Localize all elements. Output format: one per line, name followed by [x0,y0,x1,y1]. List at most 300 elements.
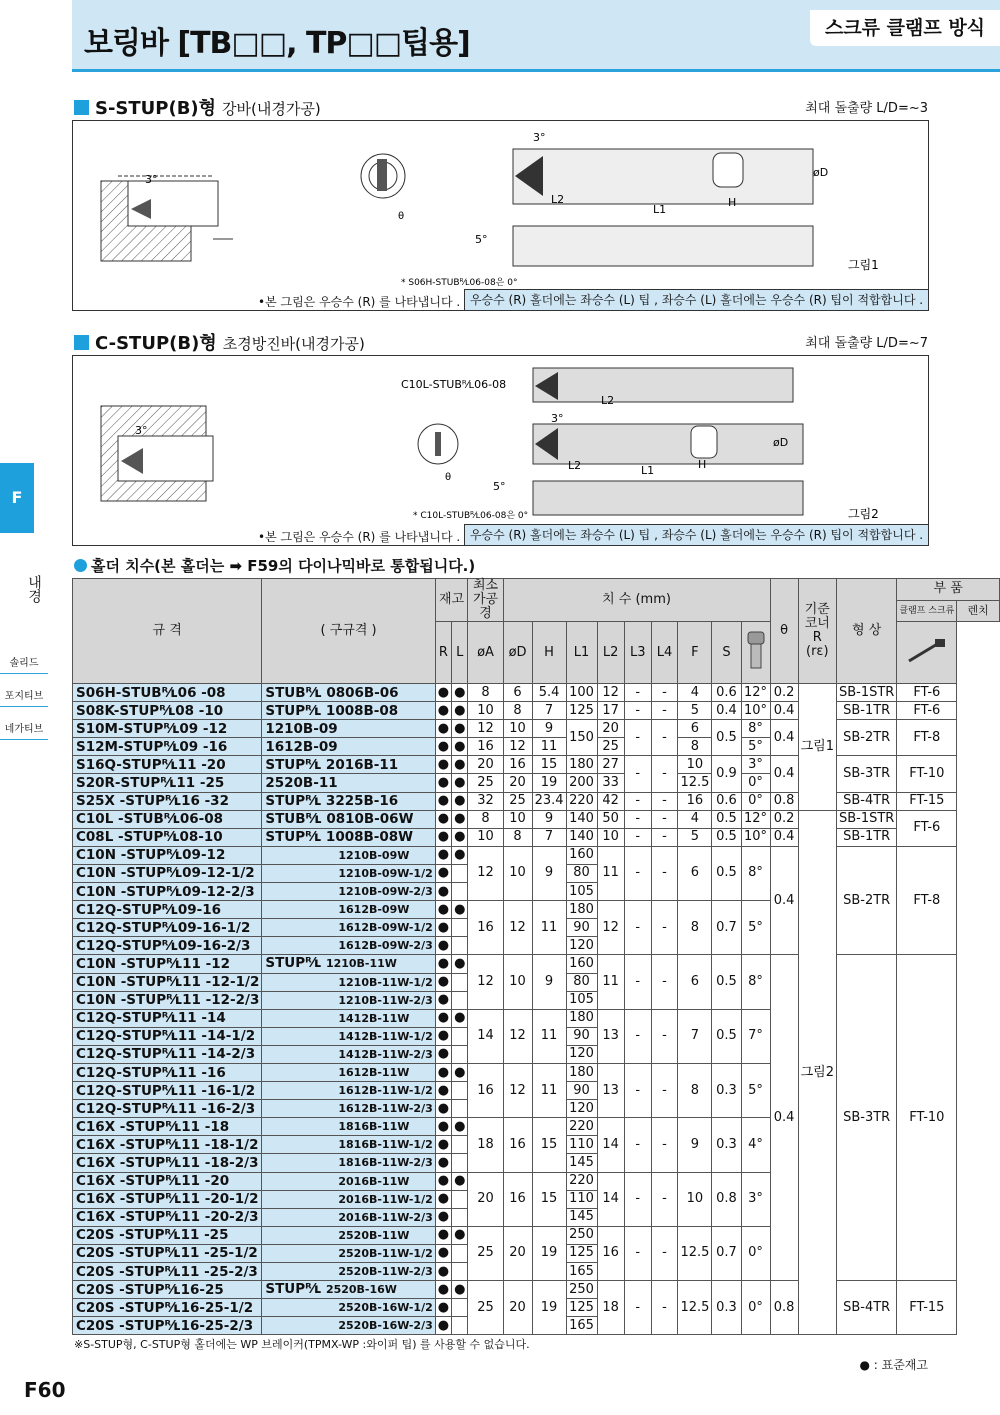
old-spec-cell: 1412B-11W [262,1009,435,1027]
stock-l: ● [452,792,468,810]
svg-text:L2: L2 [568,459,582,472]
table-row [73,828,1000,846]
table-cell: - [624,684,651,702]
old-spec-cell: 1412B-11W-2/3 [262,1045,435,1063]
table-cell: 16 [597,1226,624,1280]
table-cell: 120 [566,1045,597,1063]
section1-heading: S-STUP(B)형 강바(내경가공) [74,94,321,120]
table-cell: - [651,846,678,900]
old-spec-cell: 1816B-11W [262,1118,435,1136]
table-cell: 110 [566,1190,597,1208]
table-cell: 20 [597,720,624,738]
shape-fig2: 그림2 [798,810,836,1335]
table-cell: 12 [597,901,624,955]
section2-heading: C-STUP(B)형 초경방진바(내경가공) [74,329,365,355]
table-cell: 12 [597,684,624,702]
table-cell: ● [435,1100,451,1118]
table-cell: 220 [566,1118,597,1136]
svg-text:5°: 5° [475,233,488,246]
table-cell: FT-8 [897,846,957,955]
table-cell: ● [452,1226,468,1244]
table-cell: 15 [532,1118,566,1172]
spec-cell: C20S -STUPᴿ⁄ʟ16-25-2/3 [73,1317,262,1335]
spec-cell: C12Q-STUPᴿ⁄ʟ09-16-1/2 [73,919,262,937]
stock-l: ● [452,738,468,756]
table-row [73,810,1000,828]
table-cell: FT-15 [897,1281,957,1335]
th-l2: L2 [597,622,624,684]
table-cell [452,1263,468,1281]
table-cell: 180 [566,901,597,919]
table-cell: - [624,1063,651,1117]
old-spec-cell: 1210B-11W-1/2 [262,973,435,991]
table-cell: 16 [678,792,712,810]
spec-cell: S06H-STUBᴿ⁄ʟ06 -08 [73,684,262,702]
table-cell: ● [452,1063,468,1081]
table-cell: 90 [566,1027,597,1045]
old-spec-cell: 1612B-09W [262,901,435,919]
table-cell: 0.7 [712,901,741,955]
section2-ld: 최대 돌출량 L/D=~7 [805,336,928,351]
table-cell: 140 [566,810,597,828]
svg-text:* C10L-STUBᴿ⁄ʟ06-08은 0°: * C10L-STUBᴿ⁄ʟ06-08은 0° [413,511,529,521]
table-cell: 11 [597,846,624,900]
th-wrench: 렌치 [957,600,1000,622]
table-cell: ● [435,991,451,1009]
table-cell: 0.5 [712,846,741,900]
stock-l: ● [452,720,468,738]
table-cell: - [624,901,651,955]
table-cell: ● [435,1281,451,1299]
table-cell: 8° [741,720,770,738]
table-cell: 27 [597,756,624,774]
stock-legend: ● : 표준재고 [859,1358,928,1372]
table-cell: 6 [678,846,712,900]
table-cell: 12° [741,684,770,702]
table-cell: - [624,756,651,792]
table-cell: 12 [503,1009,532,1063]
table-cell: - [651,1281,678,1335]
th-shape: 형 상 [836,579,896,684]
table-cell [452,864,468,882]
table-cell: 8 [503,828,532,846]
table-cell: 25 [597,738,624,756]
old-spec-cell: 2016B-11W-1/2 [262,1190,435,1208]
spec-cell: S16Q-STUPᴿ⁄ʟ11 -20 [73,756,262,774]
th-l: L [452,622,468,684]
boring-bar-drawing-2 [73,356,928,545]
table-cell [452,1027,468,1045]
section2-notebox: 우승수 (R) 홀더에는 좌승수 (L) 팁 , 좌승수 (L) 홀더에는 우승수 (R) 팁이 적합합니다 . [464,524,929,546]
table-cell: 25 [468,1281,503,1335]
svg-text:* S06H-STUBᴿ⁄ʟ06-08은 0°: * S06H-STUBᴿ⁄ʟ06-08은 0° [401,278,518,288]
old-spec-cell: 2016B-11W [262,1172,435,1190]
th-r: R [435,622,451,684]
table-cell [452,1100,468,1118]
spec-cell: C12Q-STUPᴿ⁄ʟ11 -16-2/3 [73,1100,262,1118]
screw-icon [741,622,770,684]
table-cell [452,1045,468,1063]
spec-cell: C20S -STUPᴿ⁄ʟ11 -25-2/3 [73,1263,262,1281]
old-spec-cell: STUBᴿ⁄ʟ 0806B-06 [262,684,435,702]
table-cell: ● [435,1263,451,1281]
table-cell: 180 [566,756,597,774]
table-cell: SB-2TR [836,720,896,756]
old-spec-cell: 1612B-09W-2/3 [262,937,435,955]
th-parts: 부 품 [897,579,1000,601]
svg-text:L1: L1 [653,203,667,216]
table-cell: 16 [503,756,532,774]
table-cell: 220 [566,792,597,810]
table-cell: 0.5 [712,810,741,828]
th-dims: 치 수 (mm) [503,579,770,622]
table-cell: 20 [468,756,503,774]
table-row [73,720,1000,738]
table-cell: 10 [503,846,532,900]
old-spec-cell: 1412B-11W-1/2 [262,1027,435,1045]
spec-cell: S10M-STUPᴿ⁄ʟ09 -12 [73,720,262,738]
svg-text:θ: θ [445,472,452,483]
spec-cell: C20S -STUPᴿ⁄ʟ16-25 [73,1281,262,1299]
section2-note: •본 그림은 우승수 (R) 를 나타냅니다 . [258,530,461,544]
svg-text:L1: L1 [641,464,655,477]
th-minbore: 최소 가공경 [468,579,503,622]
table-cell: ● [435,846,451,864]
table-cell: 0.2 [770,684,798,702]
table-cell: 120 [566,1100,597,1118]
table-cell: 13 [597,1063,624,1117]
spec-cell: C08L -STUPᴿ⁄ʟ08-10 [73,828,262,846]
th-l3: L3 [624,622,651,684]
th-l4: L4 [651,622,678,684]
table-cell: 0.4 [770,756,798,792]
table-cell: 10 [468,702,503,720]
table-cell: 0.8 [712,1172,741,1226]
table-cell: 0.4 [770,828,798,846]
table-cell: 0.5 [712,1009,741,1063]
table-cell: 105 [566,991,597,1009]
table-cell: 7 [532,828,566,846]
table-cell: 110 [566,1136,597,1154]
table-cell: FT-6 [897,702,957,720]
spec-cell: C16X -STUPᴿ⁄ʟ11 -20-2/3 [73,1208,262,1226]
table-cell [452,1154,468,1172]
table-cell: ● [452,846,468,864]
svg-text:3°: 3° [135,424,148,437]
table-cell: 7° [741,1009,770,1063]
table-cell: 8 [678,901,712,955]
svg-text:그림1: 그림1 [848,258,879,272]
stock-l: ● [452,702,468,720]
side-tab-f[interactable]: F [0,463,34,533]
spec-cell: C16X -STUPᴿ⁄ʟ11 -18-2/3 [73,1154,262,1172]
table-cell: 42 [597,792,624,810]
old-spec-cell: STUBᴿ⁄ʟ 0810B-06W [262,810,435,828]
table-cell: 5° [741,738,770,756]
table-cell: 13 [597,1009,624,1063]
table-cell: 0.6 [712,792,741,810]
table-cell: FT-10 [897,955,957,1281]
table-cell: 0.3 [712,1063,741,1117]
section1-note: •본 그림은 우승수 (R) 를 나타냅니다 . [258,295,461,309]
table-cell: 12.5 [678,774,712,792]
svg-text:øD: øD [813,166,829,179]
table-cell: SB-1TR [836,702,896,720]
old-spec-cell: 2520B-11W [262,1226,435,1244]
old-spec-cell: 1612B-09 [262,738,435,756]
table-cell: ● [435,864,451,882]
table-cell: 23.4 [532,792,566,810]
spec-cell: C10L -STUBᴿ⁄ʟ06-08 [73,810,262,828]
boring-bar-drawing-1 [73,121,928,310]
spec-cell: C20S -STUPᴿ⁄ʟ11 -25-1/2 [73,1244,262,1262]
old-spec-cell: 1210B-09W-1/2 [262,864,435,882]
spec-cell: C12Q-STUPᴿ⁄ʟ11 -16-1/2 [73,1082,262,1100]
table-cell: SB-4TR [836,1281,896,1335]
table-cell: 10 [503,810,532,828]
spec-cell: C12Q-STUPᴿ⁄ʟ09-16-2/3 [73,937,262,955]
table-cell: 9 [532,810,566,828]
spec-cell: C12Q-STUPᴿ⁄ʟ11 -16 [73,1063,262,1081]
table-cell: SB-4TR [836,792,896,810]
clamp-type-badge: 스크류 클램프 방식 [810,10,1000,46]
th-s: S [712,622,741,684]
old-spec-cell: STUPᴿ⁄ʟ 3225B-16 [262,792,435,810]
old-spec-cell: 2016B-11W-2/3 [262,1208,435,1226]
table-cell: 33 [597,774,624,792]
svg-text:øD: øD [773,436,789,449]
table-cell: 5° [741,901,770,955]
table-cell [452,1190,468,1208]
table-cell: 10 [503,955,532,1009]
table-cell: 16 [503,1118,532,1172]
table-cell: 15 [532,756,566,774]
spec-cell: C16X -STUPᴿ⁄ʟ11 -18 [73,1118,262,1136]
square-bullet-icon [74,100,89,115]
old-spec-cell: 1612B-11W-1/2 [262,1082,435,1100]
stock-l: ● [452,684,468,702]
table-cell: 125 [566,1244,597,1262]
old-spec-cell: STUPᴿ⁄ʟ 1008B-08W [262,828,435,846]
table-cell: 15 [532,1172,566,1226]
stock-l: ● [452,774,468,792]
table-cell: 165 [566,1263,597,1281]
table-cell: 5 [678,702,712,720]
spec-cell: C12Q-STUPᴿ⁄ʟ11 -14 [73,1009,262,1027]
table-cell: 100 [566,684,597,702]
old-spec-cell: 2520B-11W-1/2 [262,1244,435,1262]
table-cell: 9 [532,955,566,1009]
spec-cell: C10N -STUPᴿ⁄ʟ11 -12 [73,955,262,973]
table-cell: 12.5 [678,1226,712,1280]
table-cell: 200 [566,774,597,792]
table-cell: 8 [468,810,503,828]
old-spec-cell: 1210B-09W-2/3 [262,883,435,901]
table-cell: 10° [741,828,770,846]
table-cell: 12 [503,738,532,756]
table-cell: ● [435,1317,451,1335]
spec-cell: S12M-STUPᴿ⁄ʟ09 -16 [73,738,262,756]
table-cell: ● [435,1154,451,1172]
table-cell: 10 [678,756,712,774]
table-cell: ● [435,1063,451,1081]
table-cell: ● [435,901,451,919]
stock-l: ● [452,756,468,774]
old-spec-cell: 1210B-09W [262,846,435,864]
spec-cell: S08K-STUPᴿ⁄ʟ08 -10 [73,702,262,720]
table-cell: ● [435,1118,451,1136]
table-cell: 7 [532,702,566,720]
spec-cell: C20S -STUPᴿ⁄ʟ16-25-1/2 [73,1299,262,1317]
table-cell: - [651,1118,678,1172]
table-cell: 11 [532,901,566,955]
table-cell: - [624,792,651,810]
table-cell: - [624,1009,651,1063]
table-cell: SB-1STR [836,684,896,702]
table-cell: 14 [597,1172,624,1226]
old-spec-cell: 1612B-11W [262,1063,435,1081]
table-cell: ● [435,883,451,901]
side-item-negative[interactable]: 네가티브 [0,716,48,740]
table-cell: 180 [566,1009,597,1027]
stock-r: ● [435,792,451,810]
spec-cell: C10N -STUPᴿ⁄ʟ09-12 [73,846,262,864]
table-cell: ● [435,1045,451,1063]
table-cell: FT-10 [897,756,957,792]
svg-text:L2: L2 [601,394,615,407]
side-item-solid[interactable]: 솔리드 [0,650,48,674]
table-cell: - [624,1281,651,1335]
table-cell: 6 [503,684,532,702]
table-cell: 10 [678,1172,712,1226]
table-cell: 10 [468,828,503,846]
table-cell: 16 [503,1172,532,1226]
holder-dimensions-heading: 홀더 치수(본 홀더는 ➡ F59의 다이나믹바로 통합됩니다.) [74,555,475,576]
table-cell: 0.4 [770,846,798,955]
table-cell: - [624,1226,651,1280]
table-cell: SB-3TR [836,955,896,1281]
table-cell: 11 [532,1009,566,1063]
table-cell: ● [435,1172,451,1190]
table-cell: 6 [678,720,712,738]
table-cell: 5° [741,1063,770,1117]
svg-text:5°: 5° [493,480,506,493]
th-radius: 기준코너 R (rε) [798,579,836,684]
table-cell: ● [452,1118,468,1136]
table-cell: 6 [678,955,712,1009]
table-cell: 10 [597,828,624,846]
table-cell: 3° [741,756,770,774]
table-cell: 50 [597,810,624,828]
table-cell [452,973,468,991]
old-spec-cell: STUPᴿ⁄ʟ 2520B-16W [262,1281,435,1299]
table-row [73,684,1000,702]
spec-cell: C10N -STUPᴿ⁄ʟ09-12-2/3 [73,883,262,901]
table-cell: - [651,720,678,756]
table-cell: 19 [532,774,566,792]
table-row [73,792,1000,810]
table-cell: ● [435,1244,451,1262]
table-cell: FT-15 [897,792,957,810]
svg-text:θ: θ [398,211,405,222]
stock-r: ● [435,684,451,702]
table-cell [452,1136,468,1154]
table-cell: - [651,955,678,1009]
table-row [73,846,1000,864]
table-cell: 0.5 [712,828,741,846]
table-cell: SB-1STR [836,810,896,828]
th-a: øA [468,622,503,684]
table-cell: - [651,1009,678,1063]
th-l1: L1 [566,622,597,684]
side-item-positive[interactable]: 포지티브 [0,683,48,707]
table-cell: 125 [566,1299,597,1317]
old-spec-cell: 1816B-11W-2/3 [262,1154,435,1172]
table-cell: 19 [532,1281,566,1335]
table-cell: 0.5 [712,720,741,756]
svg-text:L2: L2 [551,193,565,206]
table-cell: 8 [468,684,503,702]
table-cell: 120 [566,937,597,955]
table-cell: 0° [741,1226,770,1280]
table-cell: ● [452,955,468,973]
table-cell: 165 [566,1317,597,1335]
table-cell [452,1082,468,1100]
old-spec-cell: 1816B-11W-1/2 [262,1136,435,1154]
table-cell: SB-3TR [836,756,896,792]
table-cell: 12° [741,810,770,828]
table-cell: 12.5 [678,1281,712,1335]
table-cell: 160 [566,955,597,973]
page-number: F60 [24,1378,66,1402]
old-spec-cell: STUPᴿ⁄ʟ 1008B-08 [262,702,435,720]
table-cell: 8° [741,846,770,900]
svg-text:H: H [728,196,737,209]
table-cell: 14 [597,1118,624,1172]
table-cell: 3° [741,1172,770,1226]
table-cell [452,1299,468,1317]
spec-cell: C10N -STUPᴿ⁄ʟ11 -12-1/2 [73,973,262,991]
wrench-icon [897,622,957,684]
table-cell: 12 [468,720,503,738]
table-cell: - [651,1063,678,1117]
table-cell: - [624,810,651,828]
table-cell: 250 [566,1226,597,1244]
table-cell: FT-6 [897,810,957,846]
spec-cell: C12Q-STUPᴿ⁄ʟ11 -14-2/3 [73,1045,262,1063]
th-d: øD [503,622,532,684]
table-cell [452,991,468,1009]
table-cell: ● [435,1136,451,1154]
table-cell: - [651,1226,678,1280]
svg-text:3°: 3° [145,173,158,186]
table-cell: 18 [597,1281,624,1335]
spec-cell: C16X -STUPᴿ⁄ʟ11 -20-1/2 [73,1190,262,1208]
table-cell: 11 [597,955,624,1009]
table-row [73,756,1000,774]
table-cell: ● [435,919,451,937]
table-cell: 9 [532,720,566,738]
table-cell: ● [452,1172,468,1190]
th-screw: 클램프 스크류 [897,600,957,622]
old-spec-cell: 2520B-16W-2/3 [262,1317,435,1335]
old-spec-cell: 1612B-09W-1/2 [262,919,435,937]
table-cell: - [624,702,651,720]
table-cell [452,1208,468,1226]
table-cell: 0.3 [712,1118,741,1172]
holder-spec-table [72,578,1000,1335]
table-cell: 20 [503,774,532,792]
